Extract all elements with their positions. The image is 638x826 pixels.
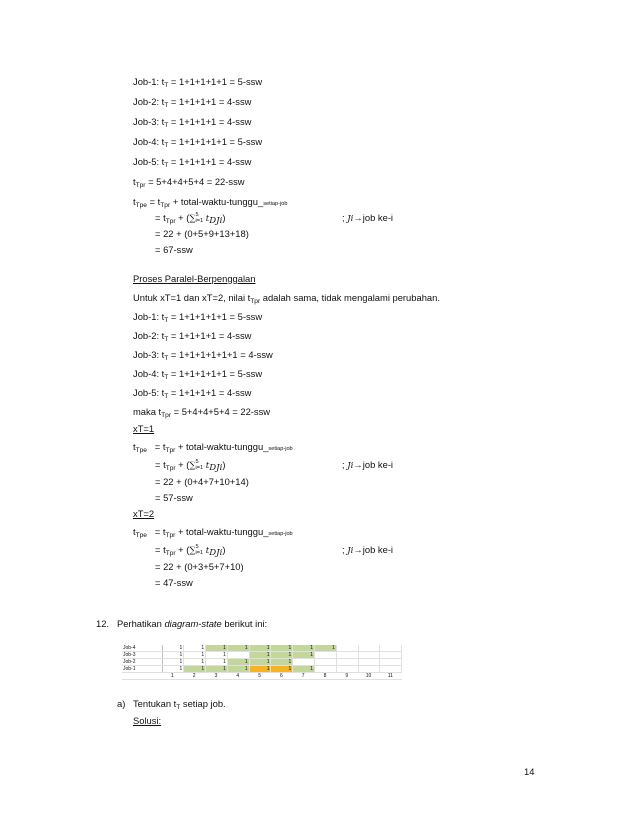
state-cell: 1: [293, 645, 315, 652]
state-cell: 1: [293, 666, 315, 673]
axis-corner: [122, 673, 162, 680]
sum-line: = 22 + (0+5+9+13+18): [155, 228, 249, 239]
state-row-label: Job-2: [122, 659, 162, 666]
state-cell: [358, 652, 380, 659]
axis-tick-label: 5: [249, 673, 271, 680]
state-cell: 1: [206, 645, 228, 652]
state-cell: 1: [206, 666, 228, 673]
state-cell: 1: [206, 652, 228, 659]
state-cell: 1: [162, 659, 184, 666]
xt1-result-line: = 57-ssw: [155, 492, 193, 503]
xt2-job-note: ; Ji→job ke-i: [342, 544, 394, 556]
state-row-label: Job-1: [122, 666, 162, 673]
state-cell: [227, 652, 249, 659]
state-cell: [336, 666, 358, 673]
xt1-sum-line: = 22 + (0+4+7+10+14): [155, 476, 249, 487]
job2-line: Job-2: $t_T = 1+1+1+1 = 4-ssw$: [133, 96, 252, 109]
state-cell: 1: [184, 666, 206, 673]
axis-tick-label: 1: [162, 673, 184, 680]
axis-tick-label: 3: [206, 673, 228, 680]
axis-tick-label: 9: [336, 673, 358, 680]
axis-tick-label: 4: [227, 673, 249, 680]
state-cell: 1: [271, 659, 293, 666]
state-cell: 1: [249, 652, 271, 659]
state-cell: 1: [184, 652, 206, 659]
xt2-tpe-line: $t_{Tpe} = t_{Tpr}$ + total-waktu-tunggu_setiap-job: [133, 526, 293, 539]
axis-tick-label: 2: [184, 673, 206, 680]
b-job3-line: Job-3: $t_T = 1+1+1+1+1+1 = 4-ssw$: [133, 349, 273, 362]
state-cell: 1: [249, 659, 271, 666]
state-row: [122, 659, 402, 666]
job4-line: Job-4: $t_T = 1+1+1+1+1 = 5-ssw$: [133, 136, 263, 149]
state-cell: 1: [227, 645, 249, 652]
state-row: [122, 652, 402, 659]
maka-line: maka $t_{Tpr} = 5+4+4+5+4 = 22-ssw$: [133, 406, 271, 419]
xt1-job-note: ; Ji→job ke-i: [342, 459, 394, 471]
xt2-result-line: = 47-ssw: [155, 577, 193, 588]
xt1-label: xT=1: [133, 423, 155, 434]
state-cell: 1: [184, 645, 206, 652]
axis-tick-label: 7: [293, 673, 315, 680]
intro-line: Untuk xT=1 dan xT=2, nilai $t_{Tpr}$ adalah sama, tidak mengalami perubahan.: [133, 292, 440, 305]
state-cell: 1: [249, 666, 271, 673]
state-row-label: Job-4: [122, 645, 162, 652]
result-line: = 67-ssw: [155, 244, 193, 255]
state-cell: [380, 659, 402, 666]
state-row-label: Job-3: [122, 652, 162, 659]
axis-tick-label: 11: [380, 673, 402, 680]
state-cell: 1: [206, 659, 228, 666]
b-job2-line: Job-2: $t_T = 1+1+1+1 = 4-ssw$: [133, 330, 252, 343]
state-cell: 1: [227, 666, 249, 673]
section-heading: Proses Paralel-Berpenggalan: [133, 273, 256, 284]
b-job5-line: Job-5: $t_T = 1+1+1+1 = 4-ssw$: [133, 387, 252, 400]
xt2-label: xT=2: [133, 508, 155, 519]
part-a-text: Tentukan $t_T$ setiap job.: [133, 698, 226, 711]
job1-line: Job-1: $t_T = 1+1+1+1+1 = 5-ssw$: [133, 76, 263, 89]
state-cell: [336, 659, 358, 666]
state-cell: 1: [162, 666, 184, 673]
state-cell: 1: [184, 659, 206, 666]
state-cell: 1: [271, 652, 293, 659]
tpe-line: $t_{Tpe} = t_{Tpr}$ + total-waktu-tunggu_setiap-job: [133, 196, 288, 209]
state-cell: 1: [271, 666, 293, 673]
tpr-line: $t_{Tpr} = 5+4+4+5+4 = 22-ssw$: [133, 176, 245, 189]
state-cell: 1: [293, 652, 315, 659]
state-cell: 1: [162, 645, 184, 652]
part-a-label: a): [117, 698, 126, 709]
xt2-formula-line: = $t_{Tpr} + (\sum 5$ i=1 $t_{DJi}$): [155, 544, 226, 558]
state-diagram: [122, 645, 402, 681]
state-cell: [380, 652, 402, 659]
formula-line: = $t_{Tpr} + (\sum 5$ i=1 $t_{DJi}$): [155, 212, 226, 226]
job5-line: Job-5: $t_T = 1+1+1+1 = 4-ssw$: [133, 156, 252, 169]
xt1-tpe-line: $t_{Tpe} = t_{Tpr}$ + total-waktu-tunggu_setiap-job: [133, 441, 293, 454]
b-job1-line: Job-1: $t_T = 1+1+1+1+1 = 5-ssw$: [133, 311, 263, 324]
question-number: 12.: [96, 618, 110, 629]
solusi-label: Solusi:: [133, 715, 162, 726]
b-job4-line: Job-4: $t_T = 1+1+1+1+1 = 5-ssw$: [133, 368, 263, 381]
xt2-sum-line: = 22 + (0+3+5+7+10): [155, 561, 244, 572]
state-cell: [315, 659, 337, 666]
state-cell: [293, 659, 315, 666]
state-cell: 1: [162, 652, 184, 659]
state-cell: [315, 666, 337, 673]
state-cell: [315, 652, 337, 659]
state-diagram-table: [122, 645, 402, 680]
state-cell: 1: [271, 645, 293, 652]
state-cell: [380, 666, 402, 673]
state-cell: [358, 659, 380, 666]
axis-tick-label: 8: [315, 673, 337, 680]
state-cell: [358, 666, 380, 673]
question-text: Perhatikan diagram-state berikut ini:: [117, 618, 268, 629]
state-cell: 1: [315, 645, 337, 652]
state-row: [122, 666, 402, 673]
state-cell: 1: [227, 659, 249, 666]
axis-tick-label: 6: [271, 673, 293, 680]
axis-tick-label: 10: [358, 673, 380, 680]
state-cell: 1: [249, 645, 271, 652]
page-number: 14: [524, 766, 535, 777]
state-cell: [336, 652, 358, 659]
time-axis: [122, 673, 402, 680]
job3-line: Job-3: $t_T = 1+1+1+1 = 4-ssw$: [133, 116, 252, 129]
xt1-formula-line: = $t_{Tpr} + (\sum 5$ i=1 $t_{DJi}$): [155, 459, 226, 473]
job-note: ; Ji→job ke-i: [342, 212, 394, 224]
